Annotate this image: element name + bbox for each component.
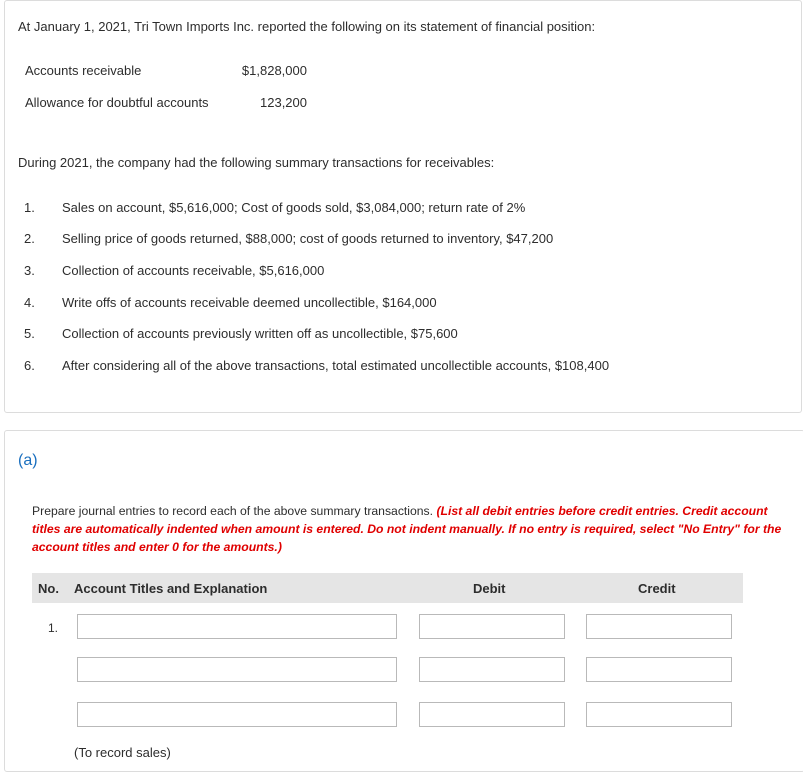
intro-text: At January 1, 2021, Tri Town Imports Inc. reported the following on its statement of financial position: bbox=[18, 19, 596, 34]
balance-label-accounts-receivable: Accounts receivable bbox=[25, 63, 142, 78]
debit-input[interactable] bbox=[419, 702, 565, 727]
header-debit: Debit bbox=[473, 581, 506, 596]
transaction-text: Write offs of accounts receivable deemed uncollectible, $164,000 bbox=[62, 295, 437, 310]
header-account-titles: Account Titles and Explanation bbox=[74, 581, 268, 596]
balance-label-allowance: Allowance for doubtful accounts bbox=[25, 95, 209, 110]
transaction-text: Collection of accounts previously written off as uncollectible, $75,600 bbox=[62, 326, 458, 341]
debit-input[interactable] bbox=[419, 614, 565, 639]
credit-input[interactable] bbox=[586, 614, 732, 639]
transaction-text: Collection of accounts receivable, $5,616,000 bbox=[62, 263, 325, 278]
credit-input[interactable] bbox=[586, 702, 732, 727]
header-credit: Credit bbox=[638, 581, 676, 596]
entry-explanation: (To record sales) bbox=[74, 745, 171, 760]
debit-input[interactable] bbox=[419, 657, 565, 682]
transaction-number: 4. bbox=[24, 295, 35, 310]
balance-value-allowance: 123,200 bbox=[260, 95, 307, 110]
transaction-text: Sales on account, $5,616,000; Cost of goods sold, $3,084,000; return rate of 2% bbox=[62, 200, 526, 215]
transaction-number: 2. bbox=[24, 231, 35, 246]
transaction-number: 3. bbox=[24, 263, 35, 278]
account-title-input[interactable] bbox=[77, 702, 397, 727]
part-label: (a) bbox=[18, 452, 38, 469]
transaction-text: After considering all of the above transactions, total estimated uncollectible accounts, $108,400 bbox=[62, 358, 610, 373]
transaction-number: 6. bbox=[24, 358, 35, 373]
transaction-text: Selling price of goods returned, $88,000; cost of goods returned to inventory, $47,200 bbox=[62, 231, 554, 246]
instructions bbox=[32, 502, 782, 556]
transactions-intro: During 2021, the company had the following summary transactions for receivables: bbox=[18, 155, 495, 170]
balance-value-accounts-receivable: $1,828,000 bbox=[241, 63, 307, 78]
instructions-plain: Prepare journal entries to record each of the above summary transactions. bbox=[32, 504, 437, 518]
transaction-number: 1. bbox=[24, 200, 35, 215]
credit-input[interactable] bbox=[586, 657, 732, 682]
account-title-input[interactable] bbox=[77, 614, 397, 639]
journal-table-header bbox=[32, 573, 743, 603]
header-no: No. bbox=[38, 581, 59, 596]
instructions-emphasis: (List all debit entries before credit entries. Credit account titles are automatically indented when amount is entered. Do not indent manually. If no entry is required, select "No Entry" for the account titles and enter 0 for the amounts.) bbox=[32, 504, 782, 554]
transaction-number: 5. bbox=[24, 326, 35, 341]
account-title-input[interactable] bbox=[77, 657, 397, 682]
entry-number: 1. bbox=[48, 621, 59, 635]
